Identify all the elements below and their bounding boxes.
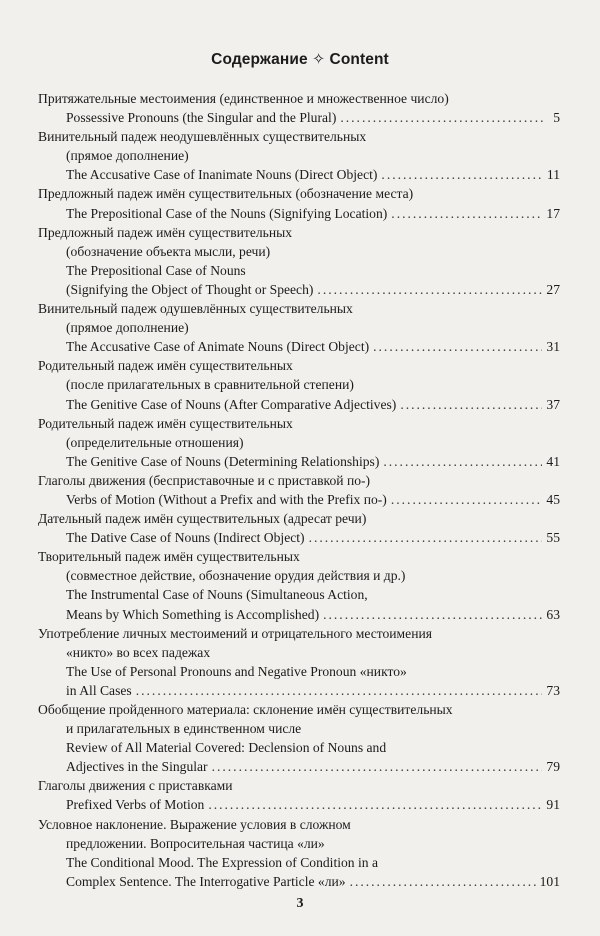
toc-entry-title: The Genitive Case of Nouns (Determining Relationships) [66, 453, 380, 469]
toc-page-number: 5 [553, 110, 560, 126]
leader-dots [373, 337, 542, 356]
leader-dots [383, 452, 542, 471]
toc-page-number: 79 [546, 759, 560, 775]
toc-entry-with-page [38, 872, 560, 891]
toc-entry-title: (прямое дополнение) [66, 320, 189, 336]
toc-page-number: 45 [546, 491, 560, 507]
leader-dots [340, 108, 544, 127]
toc-entry-title: The Accusative Case of Animate Nouns (Direct Object) [66, 339, 370, 355]
toc-line [38, 700, 560, 719]
toc-line [38, 356, 560, 375]
toc-entry-title: The Dative Case of Nouns (Indirect Object) [66, 530, 305, 546]
toc-line [38, 509, 560, 528]
toc-entry-title: The Prepositional Case of the Nouns (Signifying Location) [66, 205, 388, 221]
leader-dots [208, 795, 542, 814]
toc-entry-with-page [38, 490, 560, 509]
toc-entry-title: Глаголы движения (бесприставочные и с приставкой по-) [38, 472, 371, 488]
toc-line [38, 318, 560, 337]
leader-dots [400, 395, 542, 414]
leader-dots [350, 872, 536, 891]
toc-entry-title: Means by Which Something is Accomplished) [66, 606, 320, 622]
toc-entry-title: Притяжательные местоимения (единственное и множественное число) [38, 91, 449, 106]
toc-line [38, 414, 560, 433]
toc-line [38, 776, 560, 795]
leader-dots [391, 204, 542, 223]
leader-dots [391, 490, 543, 509]
toc-entry-with-page [38, 395, 560, 414]
toc-page-number: 27 [546, 281, 560, 297]
toc-entry-with-page [38, 280, 560, 299]
toc-entry-title: (совместное действие, обозначение орудия действия и др.) [66, 568, 406, 584]
toc-page-number: 91 [546, 797, 560, 813]
toc-line [38, 719, 560, 738]
toc-entry-title: (Signifying the Object of Thought or Speech) [66, 281, 314, 297]
toc-page-number: 17 [546, 205, 560, 221]
toc-entry-title: Родительный падеж имён существительных [38, 358, 293, 374]
toc-entry-title: и прилагательных в единственном числе [66, 721, 302, 737]
table-of-contents [38, 89, 560, 891]
toc-entry-with-page [38, 528, 560, 547]
toc-entry-with-page [38, 757, 560, 776]
toc-line [38, 834, 560, 853]
toc-line [38, 375, 560, 394]
toc-entry-title: Adjectives in the Singular [66, 759, 208, 775]
toc-entry-title: Review of All Material Covered: Declension of Nouns and [66, 740, 387, 756]
toc-entry-with-page [38, 165, 560, 184]
toc-entry-title: Обобщение пройденного материала: склонение имён существительных [38, 702, 453, 717]
toc-line [38, 662, 560, 681]
toc-entry-title: (прямое дополнение) [66, 148, 189, 164]
toc-entry-title: предложении. Вопросительная частица «ли» [66, 835, 325, 851]
toc-entry-title: The Accusative Case of Inanimate Nouns (Direct Object) [66, 167, 378, 183]
toc-line [38, 853, 560, 872]
leader-dots [317, 280, 542, 299]
toc-line [38, 299, 560, 318]
toc-line [38, 146, 560, 165]
toc-line [38, 624, 560, 643]
toc-entry-title: The Genitive Case of Nouns (After Comparative Adjectives) [66, 396, 397, 412]
toc-page-number: 101 [539, 873, 560, 889]
toc-entry-title: Винительный падеж неодушевлённых существительных [38, 129, 367, 145]
toc-page-number: 63 [546, 606, 560, 622]
toc-line [38, 471, 560, 490]
toc-page-number: 31 [546, 339, 560, 355]
toc-entry-title: Глаголы движения с приставками [38, 778, 233, 794]
toc-entry-title: Предложный падеж имён существительных [38, 224, 293, 240]
toc-entry-title: The Use of Personal Pronouns and Negative Pronoun «никто» [66, 663, 407, 679]
toc-entry-with-page [38, 108, 560, 127]
toc-entry-title: Винительный падеж одушевлённых существительных [38, 301, 353, 317]
toc-page-number: 11 [546, 167, 560, 183]
toc-entry-title: «никто» во всех падежах [66, 644, 211, 660]
leader-dots [309, 528, 543, 547]
toc-line [38, 433, 560, 452]
toc-line [38, 585, 560, 604]
toc-entry-title: Условное наклонение. Выражение условия в сложном [38, 816, 351, 832]
toc-entry-with-page [38, 337, 560, 356]
toc-line [38, 89, 560, 108]
leader-dots [212, 757, 543, 776]
toc-line [38, 547, 560, 566]
toc-page-number: 41 [546, 453, 560, 469]
toc-entry-title: The Instrumental Case of Nouns (Simultaneous Action, [66, 587, 368, 603]
contents-heading: Содержание ✧ Content [211, 51, 389, 68]
toc-entry-title: Употребление личных местоимений и отрицательного местоимения [38, 625, 432, 641]
toc-entry-title: (после прилагательных в сравнительной степени) [66, 377, 354, 393]
toc-entry-title: Предложный падеж имён существительных (обозначение места) [38, 186, 414, 202]
toc-entry-title: in All Cases [66, 682, 132, 698]
toc-line [38, 223, 560, 242]
toc-line [38, 643, 560, 662]
toc-page-number: 55 [546, 530, 560, 546]
toc-line [38, 815, 560, 834]
toc-entry-title: Possessive Pronouns (the Singular and the Plural) [66, 110, 337, 126]
toc-line [38, 184, 560, 203]
toc-line [38, 242, 560, 261]
toc-entry-title: Дательный падеж имён существительных (адресат речи) [38, 511, 367, 527]
toc-entry-with-page [38, 204, 560, 223]
toc-line [38, 127, 560, 146]
toc-entry-with-page [38, 681, 560, 700]
toc-entry-with-page [38, 605, 560, 624]
page-number: 3 [296, 896, 304, 911]
toc-entry-title: The Prepositional Case of Nouns [66, 262, 246, 278]
toc-line [38, 261, 560, 280]
toc-entry-title: Verbs of Motion (Without a Prefix and with the Prefix по-) [66, 491, 387, 507]
leader-dots [136, 681, 543, 700]
toc-entry-title: Творительный падеж имён существительных [38, 549, 300, 565]
toc-page-number: 37 [546, 396, 560, 412]
toc-line [38, 738, 560, 757]
leader-dots [381, 165, 542, 184]
leader-dots [323, 605, 542, 624]
toc-entry-title: (обозначение объекта мысли, речи) [66, 243, 271, 259]
toc-entry-with-page [38, 452, 560, 471]
toc-entry-title: Complex Sentence. The Interrogative Particle «ли» [66, 873, 346, 889]
toc-entry-title: The Conditional Mood. The Expression of Condition in a [66, 854, 378, 870]
toc-page-number: 73 [546, 682, 560, 698]
toc-entry-title: Prefixed Verbs of Motion [66, 797, 205, 813]
toc-line [38, 566, 560, 585]
toc-entry-with-page [38, 795, 560, 814]
toc-entry-title: Родительный падеж имён существительных [38, 415, 293, 431]
toc-entry-title: (определительные отношения) [66, 434, 244, 450]
